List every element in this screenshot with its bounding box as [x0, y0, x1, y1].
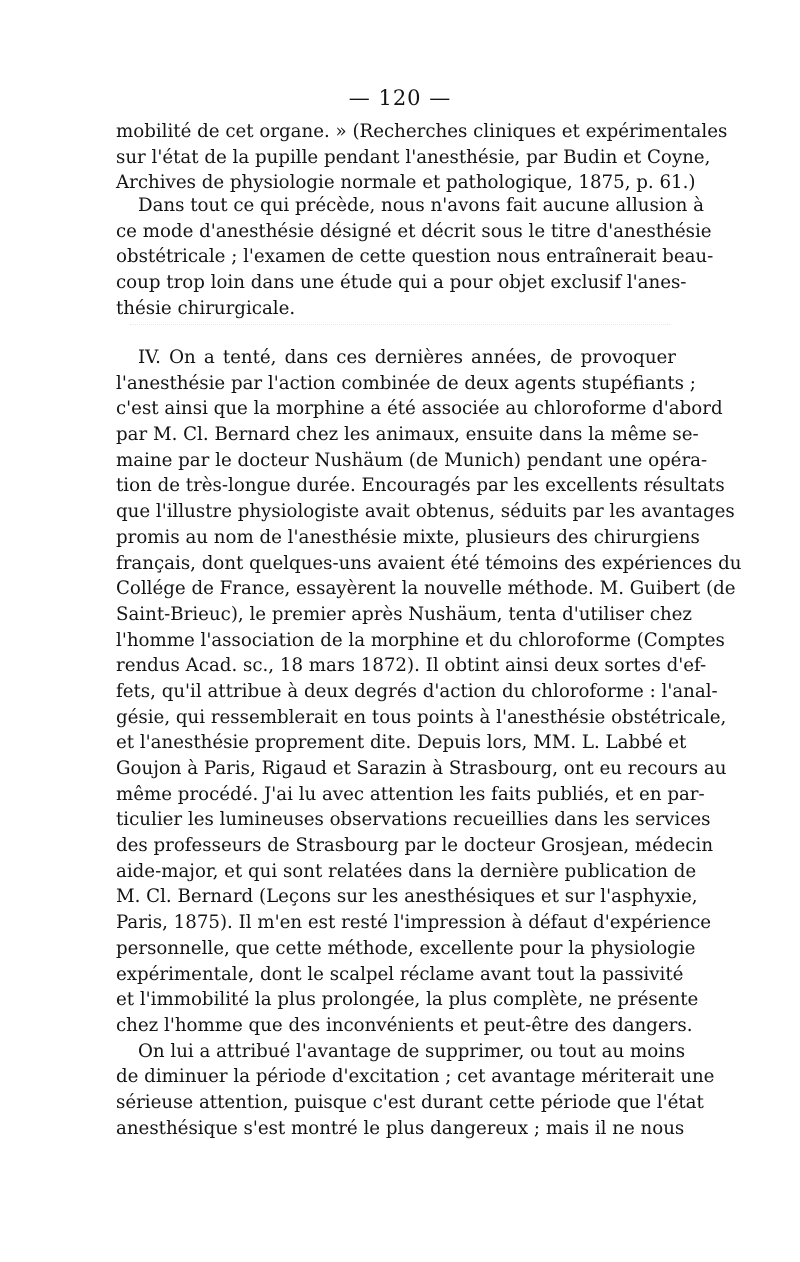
text-line: rendus Acad. sc., 18 mars 1872). Il obtint ainsi deux sortes d'ef-: [116, 655, 707, 677]
text-line: coup trop loin dans une étude qui a pour objet exclusif l'anes-: [116, 272, 687, 294]
text-line: Dans tout ce qui précède, nous n'avons fait aucune allusion à: [138, 195, 704, 216]
text-line: gésie, qui ressemblerait en tous points à l'anesthésie obstétricale,: [116, 706, 727, 728]
text-line: des professeurs de Strasbourg par le docteur Grosjean, médecin: [116, 835, 714, 857]
text-line: français, dont quelques-uns avaient été témoins des expériences du: [116, 552, 742, 574]
page-number: — 120 —: [348, 86, 452, 110]
text-line: On lui a attribué l'avantage de supprimer, ou tout au moins: [138, 1040, 686, 1062]
text-line: M. Cl. Bernard (Leçons sur les anesthésiques et sur l'asphyxie,: [116, 886, 698, 908]
text-line: obstétricale ; l'examen de cette question nous entraînerait beau-: [116, 246, 714, 268]
text-line: personnelle, que cette méthode, excellente pour la physiologie: [116, 937, 696, 959]
text-line: ticulier les lumineuses observations recueillies dans les services: [116, 809, 711, 831]
text-line: et l'immobilité la plus prolongée, la plus complète, ne présente: [116, 989, 699, 1011]
text-line: par M. Cl. Bernard chez les animaux, ensuite dans la même se-: [116, 424, 699, 446]
text-line: de diminuer la période d'excitation ; cet avantage mériterait une: [116, 1066, 715, 1088]
text-line: sur l'état de la pupille pendant l'anesthésie, par Budin et Coyne,: [116, 146, 711, 168]
text-line: Paris, 1875). Il m'en est resté l'impression à défaut d'expérience: [116, 912, 712, 934]
text-line: l'anesthésie par l'action combinée de deux agents stupéfiants ;: [116, 372, 696, 394]
text-line: mobilité de cet organe. » (Recherches cliniques et expérimentales: [116, 121, 728, 142]
text-line: Goujon à Paris, Rigaud et Sarazin à Strasbourg, ont eu recours au: [116, 758, 727, 779]
paragraph-citation: [116, 119, 728, 196]
text-line: promis au nom de l'anesthésie mixte, plusieurs des chirurgiens: [116, 526, 700, 548]
text-line: que l'illustre physiologiste avait obtenus, séduits par les avantages: [116, 501, 735, 523]
text-line: maine par le docteur Nushäum (de Munich) pendant une opéra-: [116, 449, 708, 471]
text-line: fets, qu'il attribue à deux degrés d'action du chloroforme : l'anal-: [116, 680, 718, 702]
text-line: Saint-Brieuc), le premier après Nushäum, tenta d'utiliser chez: [116, 603, 692, 625]
text-line: ce mode d'anesthésie désigné et décrit sous le titre d'anesthésie: [116, 220, 712, 242]
text-line: même procédé. J'ai lu avec attention les faits publiés, et en par-: [116, 783, 705, 805]
text-line: sérieuse attention, puisque c'est durant cette période que l'état: [116, 1091, 704, 1113]
text-line: aide-major, et qui sont relatées dans la dernière publication de: [116, 860, 697, 882]
text-line: chez l'homme que des inconvénients et peut-être des dangers.: [116, 1014, 693, 1036]
text-line: expérimentale, dont le scalpel réclame avant tout la passivité: [116, 963, 684, 985]
text-line: Collége de France, essayèrent la nouvelle méthode. M. Guibert (de: [116, 578, 736, 600]
text-line: thésie chirurgicale.: [116, 297, 296, 319]
text-line: c'est ainsi que la morphine a été associée au chloroforme d'abord: [116, 398, 723, 420]
paragraph-section-iv: [116, 345, 742, 1141]
text-line: Archives de physiologie normale et pathologique, 1875, p. 61.): [116, 172, 696, 194]
text-line: anesthésique s'est montré le plus dangereux ; mais il ne nous: [116, 1117, 685, 1139]
text-line: IV. On a tenté, dans ces dernières années, de provoquer: [138, 347, 676, 368]
paragraph-obstetric-note: [116, 193, 714, 321]
bleed-through-line: [130, 324, 670, 339]
text-line: tion de très-longue durée. Encouragés par les excellents résultats: [116, 475, 725, 497]
text-line: et l'anesthésie proprement dite. Depuis lors, MM. L. Labbé et: [116, 732, 687, 754]
text-line: l'homme l'association de la morphine et du chloroforme (Comptes: [116, 629, 725, 651]
